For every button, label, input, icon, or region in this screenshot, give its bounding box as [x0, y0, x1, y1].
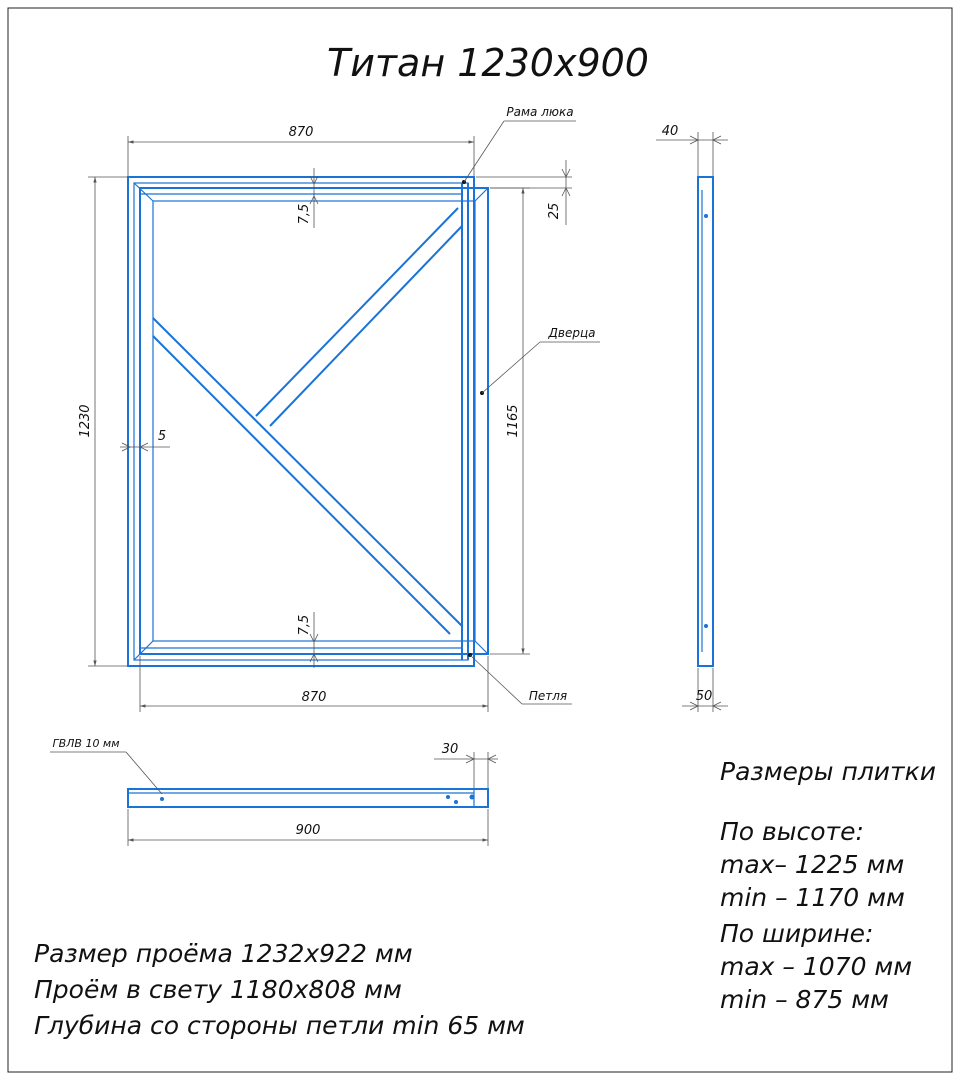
dim-top-offset: 25 [547, 202, 562, 220]
dim-bottom-width: 870 [301, 690, 327, 705]
dim-top-view-width: 900 [295, 823, 321, 838]
top-marker-right-3 [470, 795, 475, 800]
note-opening-size: Размер проёма 1232x922 мм [34, 939, 413, 968]
leader-board [126, 752, 162, 794]
dim-side-bottom: 50 [695, 689, 713, 704]
tile-heading: Размеры плитки [720, 757, 936, 786]
leader-frame [464, 121, 504, 182]
dim-door-height: 1165 [506, 404, 521, 438]
brace-diagonal-2-a [256, 208, 458, 416]
dim-top-width: 870 [288, 125, 314, 140]
dim-side-gap: 5 [157, 429, 167, 444]
note-hinge-depth: Глубина со стороны петли min 65 мм [34, 1011, 525, 1040]
bevel-bl [134, 641, 153, 660]
drawing-title: Титан 1230х900 [327, 41, 649, 85]
notes-block [34, 939, 525, 1040]
bevel-tl [134, 183, 153, 201]
label-hinge: Петля [528, 689, 568, 703]
tile-width-label: По ширине: [720, 919, 874, 948]
top-profile [128, 789, 488, 807]
tile-height-min: min – 1170 мм [720, 883, 905, 912]
dim-side-top: 40 [661, 124, 679, 139]
door-outline [140, 188, 488, 654]
label-frame: Рама люка [506, 105, 574, 119]
front-view [78, 105, 600, 712]
label-door: Дверца [548, 326, 596, 340]
tile-width-max: max – 1070 мм [720, 952, 913, 981]
dim-height: 1230 [78, 404, 93, 438]
top-marker-right-2 [454, 800, 458, 804]
door-inner-opening [153, 201, 475, 641]
dim-top-view-offset: 30 [441, 742, 459, 757]
note-clear-opening: Проём в свету 1180x808 мм [34, 975, 402, 1004]
brace-diagonal-2-b [270, 226, 462, 426]
side-marker-top [704, 214, 708, 218]
hatch-frame-inner-edge [134, 183, 468, 660]
hatch-frame-outer [128, 177, 474, 666]
leader-hinge [470, 655, 522, 704]
top-view [50, 737, 498, 846]
tile-sizes-block [720, 757, 936, 1014]
tile-height-label: По высоте: [720, 817, 864, 846]
sheet-border [8, 8, 952, 1072]
bevel-br [475, 641, 488, 654]
leader-door [482, 342, 540, 393]
top-marker-right-1 [446, 795, 450, 799]
tile-height-max: max– 1225 мм [720, 850, 905, 879]
top-marker-left [160, 797, 164, 801]
label-board: ГВЛВ 10 мм [52, 737, 120, 750]
side-marker-bottom [704, 624, 708, 628]
dim-top-gap: 7,5 [297, 203, 312, 225]
bevel-tr [475, 188, 488, 201]
brace-diagonal-1-b [153, 336, 450, 634]
tile-width-min: min – 875 мм [720, 985, 889, 1014]
dim-bottom-gap: 7,5 [297, 614, 312, 636]
side-view [656, 124, 728, 712]
side-profile [698, 177, 713, 666]
